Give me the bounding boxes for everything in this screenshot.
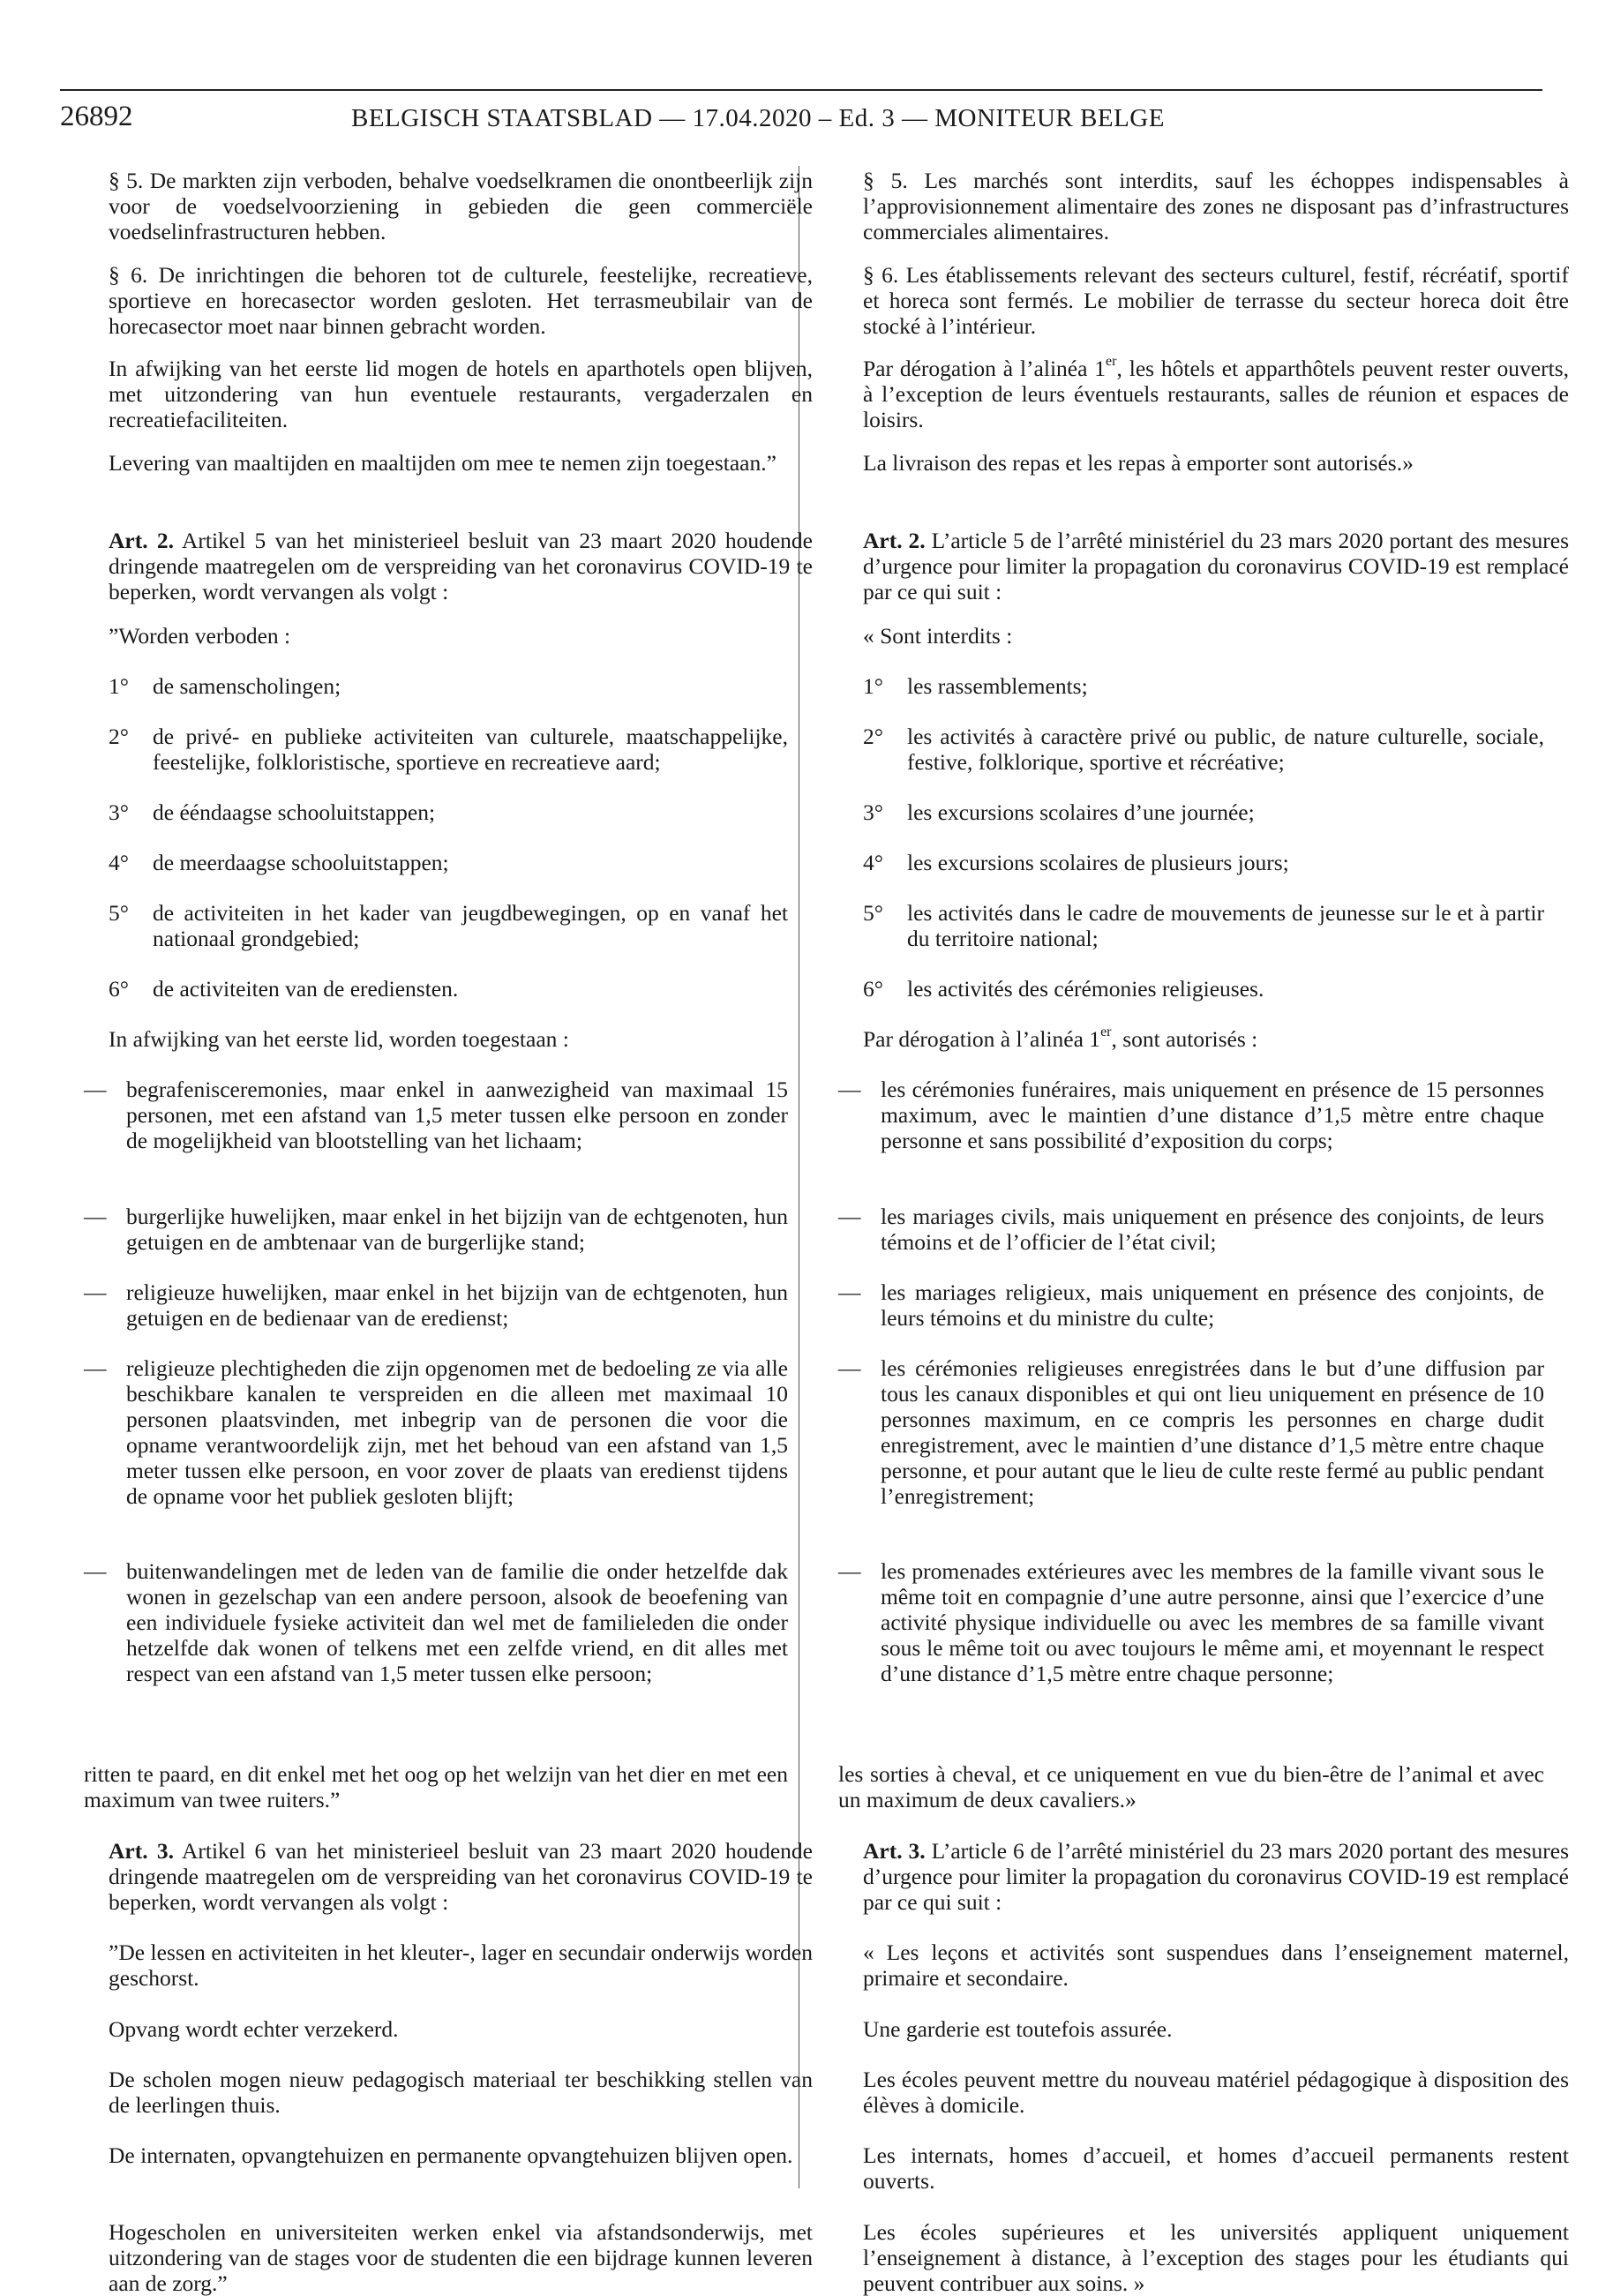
fr-art3-p2: Une garderie est toutefois assurée.	[863, 2016, 1173, 2042]
nl-art2-open: ”Worden verboden :	[109, 623, 291, 649]
nl-article-3	[84, 1838, 813, 1915]
fr-art2-open: « Sont interdits :	[863, 623, 1013, 649]
header-title: BELGISCH STAATSBLAD — 17.04.2020 – Ed. 3 — MONITEUR BELGE	[351, 104, 1165, 132]
fr-paragraph-6b: Par dérogation à l’alinéa 1er, les hôtels et apparthôtels peuvent rester ouverts, à l’exception de leurs éventuels restaurants, salles de réunion et espaces de loisirs.	[863, 353, 1570, 432]
fr-art3-p4: Les internats, homes d’accueil, et homes d’accueil permanents restent ouverts.	[863, 2142, 1569, 2194]
nl-p6c-text: Levering van maaltijden en maaltijden om mee te nemen zijn toegestaan.”	[109, 450, 776, 476]
fr-sorties: les sorties à cheval, et ce uniquement en vue du bien-être de l’animal et avec un maximum de deux cavaliers.»	[838, 1761, 1544, 1812]
nl-art2-text: Artikel 5 van het ministerieel besluit van 23 maart 2020 houdende dringende maatregelen om de verspreiding van het coronavirus COVID-19 te beperken, wordt vervangen als volgt :	[109, 528, 813, 604]
nl-article-2	[84, 528, 813, 604]
fr-art3-p1: « Les leçons et activités sont suspendues dans l’enseignement maternel, primaire et secondaire.	[863, 1940, 1569, 1991]
fr-article-2	[838, 528, 1569, 604]
fr-article-3	[838, 1838, 1569, 1915]
fr-art2-label: Art. 2.	[863, 528, 926, 553]
nl-art2-label: Art. 2.	[109, 528, 175, 553]
fr-paragraph-5: § 5. Les marchés sont interdits, sauf les échoppes indispensables à l’approvisionnement alimentaire des zones ne disposant pas d’infrastructures commerciales alimentaires.	[863, 168, 1569, 244]
fr-paragraph-6c: La livraison des repas et les repas à emporter sont autorisés.»	[863, 450, 1414, 476]
fr-art2-text: L’article 5 de l’arrêté ministériel du 23 mars 2020 portant des mesures d’urgence pour limiter la propagation du coronavirus COVID-19 est remplacé par ce qui suit :	[863, 528, 1570, 604]
fr-art3-label: Art. 3.	[863, 1838, 926, 1864]
fr-art3-p5: Les écoles supérieures et les universités appliquent uniquement l’enseignement à distance, à l’exception des stages pour les étudiants qui peuvent contribuer aux soins. »	[863, 2219, 1569, 2296]
nl-art3-label: Art. 3.	[109, 1838, 175, 1864]
nl-art3-p2: Opvang wordt echter verzekerd.	[109, 2016, 399, 2042]
nl-paragraph-6b: In afwijking van het eerste lid mogen de hotels en aparthotels open blijven, met uitzondering van hun eventuele restaurants, vergaderzalen en recreatiefaciliteiten.	[109, 356, 813, 432]
page-header	[60, 88, 1542, 143]
fr-art3-p3: Les écoles peuvent mettre du nouveau matériel pédagogique à disposition des élèves à domicile.	[863, 2067, 1569, 2118]
nl-paragraph-6c	[84, 450, 813, 476]
nl-art3-p1: ”De lessen en activiteiten in het kleuter-, lager en secundair onderwijs worden geschorst.	[109, 1940, 813, 1991]
fr-art3-text: L’article 6 de l’arrêté ministériel du 23 mars 2020 portant des mesures d’urgence pour limiter la propagation du coronavirus COVID-19 est remplacé par ce qui suit :	[863, 1838, 1570, 1915]
nl-art3-p5: Hogescholen en universiteiten werken enkel via afstandsonderwijs, met uitzondering van de stages voor de studenten die een bijdrage kunnen leveren aan de zorg.”	[109, 2219, 813, 2296]
fr-paragraph-6: § 6. Les établissements relevant des secteurs culturel, festif, récréatif, sportif et horeca sont fermés. Le mobilier de terrasse du secteur horeca doit être stocké à l’intérieur.	[863, 262, 1569, 339]
fr-derogation: Par dérogation à l’alinéa 1er, sont autorisés :	[863, 1024, 1258, 1052]
nl-paragraph-6: § 6. De inrichtingen die behoren tot de culturele, feestelijke, recreatieve, sportieve en horecasector worden gesloten. Het terrasmeubilair van de horecasector moet naar binnen gebracht worden.	[109, 262, 813, 339]
nl-art3-p3: De scholen mogen nieuw pedagogisch materiaal ter beschikking stellen van de leerlingen thuis.	[109, 2067, 813, 2118]
nl-derogation: In afwijking van het eerste lid, worden toegestaan :	[109, 1026, 569, 1052]
nl-art3-text: Artikel 6 van het ministerieel besluit van 23 maart 2020 houdende dringende maatregelen om de verspreiding van het coronavirus COVID-19 te beperken, wordt vervangen als volgt :	[109, 1838, 813, 1915]
nl-paragraph-5: § 5. De markten zijn verboden, behalve voedselkramen die onontbeerlijk zijn voor de voedselvoorziening in gebieden die geen commerciële voedselinfrastructuren hebben.	[109, 168, 813, 244]
nl-art3-p4: De internaten, opvangtehuizen en permanente opvangtehuizen blijven open.	[109, 2142, 793, 2168]
nl-ritten: ritten te paard, en dit enkel met het oog op het welzijn van het dier en met een maximum van twee ruiters.”	[84, 1761, 788, 1812]
page-number: 26892	[60, 101, 133, 132]
